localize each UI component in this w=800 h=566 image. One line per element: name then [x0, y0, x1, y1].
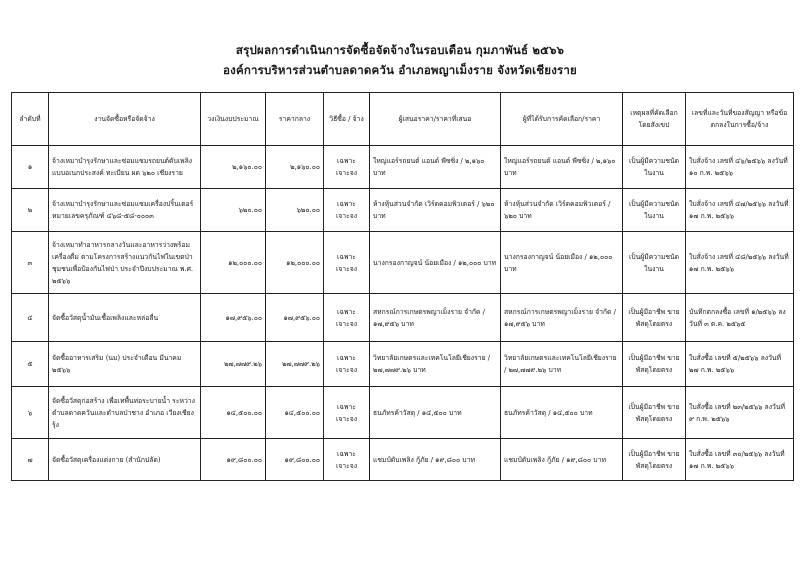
cell-contract: ใบสั่งจ้าง เลขที่ ๔๖/๒๕๖๖ ลงวันที่ ๑๐ ก.พ. ๒๕๖๖ [686, 146, 794, 189]
table-row [12, 294, 794, 342]
cell-reason: เป็นผู้มีอาชีพ ขายพัสดุโดยตรง [623, 439, 686, 481]
cell-method: เฉพาะเจาะจง [324, 342, 370, 387]
col-header-no: ลำดับที่ [12, 93, 49, 146]
cell-no: ๑ [12, 146, 49, 189]
cell-reason: เป็นผู้มีอาชีพ ขายพัสดุโดยตรง [623, 342, 686, 387]
col-header-budget: วงเงินงบประมาณ [201, 93, 266, 146]
cell-selected: ธนภัทรค้าวัสดุ / ๑๔,๕๐๐ บาท [501, 387, 623, 439]
cell-method: เฉพาะเจาะจง [324, 439, 370, 481]
cell-selected: วิทยาลัยเกษตรและเทคโนโลยีเชียงราย / ๒๗,๗๗๙.๒๖ บาท [501, 342, 623, 387]
cell-method: เฉพาะเจาะจง [324, 146, 370, 189]
cell-selected: ใหญ่แอร์รถยนต์ แอนด์ พีซซิ่ง / ๒,๑๖๐ บาท [501, 146, 623, 189]
cell-selected: นางกรองกาญจน์ น้อยเมือง / ๑๒,๐๐๐ บาท [501, 232, 623, 294]
cell-no: ๖ [12, 387, 49, 439]
cell-median-price: ๒๗,๗๗๙.๒๖ [266, 342, 324, 387]
table-row [12, 439, 794, 481]
cell-reason: เป็นผู้มีความชนัด ในงาน [623, 146, 686, 189]
cell-no: ๓ [12, 232, 49, 294]
cell-no: ๒ [12, 189, 49, 232]
cell-budget: ๑๙,๘๐๐.๐๐ [201, 439, 266, 481]
table-row [12, 342, 794, 387]
cell-contract: ใบสั่งจ้าง เลขที่ ๔๗/๒๕๖๖ ลงวันที่ ๑๗ ก.พ. ๒๕๖๖ [686, 189, 794, 232]
cell-item: จัดซื้อวัสดุเครื่องแต่งกาย (สำนักปลัด) [49, 439, 201, 481]
table-row [12, 189, 794, 232]
cell-no: ๔ [12, 294, 49, 342]
col-header-method: วิธีซื้อ / จ้าง [324, 93, 370, 146]
cell-budget: ๑๔,๕๐๐.๐๐ [201, 387, 266, 439]
page-subtitle: องค์การบริหารส่วนตำบลดาดควัน อำเภอพญาเม็งราย จังหวัดเชียงราย [223, 63, 577, 77]
cell-median-price: ๑๙,๘๐๐.๐๐ [266, 439, 324, 481]
cell-budget: ๑๗,๙๕๖.๐๐ [201, 294, 266, 342]
cell-item: จัดซื้อวัสดุน้ำมันเชื้อเพลิงและหล่อลื่น [49, 294, 201, 342]
cell-selected: สหกรณ์การเกษตรพญาเม็งราย จำกัด / ๑๗,๙๕๖ บาท [501, 294, 623, 342]
cell-median-price: ๑๒,๐๐๐.๐๐ [266, 232, 324, 294]
cell-item: จ้างเหมาบำรุงรักษาและซ่อมแซมเครื่องปริ้นเตอร์ หมายเลขครุภัณฑ์ ๔๖๘-๕๘-๐๐๐๓ [49, 189, 201, 232]
cell-bidder: สหกรณ์การเกษตรพญาเม็งราย จำกัด / ๑๗,๙๕๖ บาท [370, 294, 501, 342]
cell-no: ๕ [12, 342, 49, 387]
col-header-item: งานจัดซื้อหรือจัดจ้าง [49, 93, 201, 146]
cell-item: จัดซื้อวัสดุก่อสร้าง เพื่อเทพื้นท่อระบายน้ำ ระหว่างตำบลดาดควันและตำบลป่าชาง อำเภอ เวียงเชียงรุ้ง [49, 387, 201, 439]
cell-selected: ห้างหุ้นส่วนจำกัด เวิร์ดคอมพิวเตอร์ / ๖๒๐ บาท [501, 189, 623, 232]
cell-bidder: แชมป์ดับเพลิง กู้ภัย / ๑๙,๘๐๐ บาท [370, 439, 501, 481]
cell-method: เฉพาะเจาะจง [324, 387, 370, 439]
cell-reason: เป็นผู้มีความชนัด ในงาน [623, 232, 686, 294]
procurement-table [11, 92, 794, 481]
cell-no: ๗ [12, 439, 49, 481]
table-row [12, 232, 794, 294]
page-title: สรุปผลการดำเนินการจัดซื้อจัดจ้างในรอบเดือน กุมภาพันธ์ ๒๕๖๖ [235, 43, 565, 57]
col-header-contract: เลขที่และวันที่ของสัญญา หรือข้อตกลงในการซื้อ/จ้าง [686, 93, 794, 146]
cell-median-price: ๒,๑๖๐.๐๐ [266, 146, 324, 189]
cell-budget: ๒๗,๗๗๙.๒๖ [201, 342, 266, 387]
cell-method: เฉพาะเจาะจง [324, 232, 370, 294]
cell-median-price: ๖๒๐.๐๐ [266, 189, 324, 232]
cell-bidder: ใหญ่แอร์รถยนต์ แอนด์ พีซซิ่ง / ๒,๑๖๐ บาท [370, 146, 501, 189]
col-header-selected: ผู้ที่ได้รับการคัดเลือก/ราคา [501, 93, 623, 146]
table-header-row [12, 93, 794, 146]
cell-selected: แชมป์ดับเพลิง กู้ภัย / ๑๙,๘๐๐ บาท [501, 439, 623, 481]
cell-bidder: ห้างหุ้นส่วนจำกัด เวิร์ดคอมพิวเตอร์ / ๖๒๐ บาท [370, 189, 501, 232]
table-row [12, 146, 794, 189]
cell-method: เฉพาะเจาะจง [324, 294, 370, 342]
cell-median-price: ๑๗,๙๕๖.๐๐ [266, 294, 324, 342]
cell-bidder: ธนภัทรค้าวัสดุ / ๑๔,๕๐๐ บาท [370, 387, 501, 439]
cell-budget: ๑๒,๐๐๐.๐๐ [201, 232, 266, 294]
cell-item: จัดซื้ออาหารเสริม (นม) ประจำเดือน มีนาคม ๒๕๖๖ [49, 342, 201, 387]
cell-contract: ใบสั่งซื้อ เลขที่ ๓๐/๒๕๖๖ ลงวันที่ ๑๗ ก.พ. ๒๕๖๖ [686, 439, 794, 481]
col-header-reason: เหตุผลที่คัดเลือก โดยสังเขป [623, 93, 686, 146]
cell-method: เฉพาะเจาะจง [324, 189, 370, 232]
cell-budget: ๒,๑๖๐.๐๐ [201, 146, 266, 189]
cell-reason: เป็นผู้มีอาชีพ ขายพัสดุโดยตรง [623, 294, 686, 342]
cell-reason: เป็นผู้มีความชนัด ในงาน [623, 189, 686, 232]
cell-item: จ้างเหมาบำรุงรักษาและซ่อมแซมรถยนต์ดับเพลิง แบบอเนกประสงค์ ทะเบียน ผต ๖๒๐ เชียงราย [49, 146, 201, 189]
cell-bidder: นางกรองกาญจน์ น้อยเมือง / ๑๒,๐๐๐ บาท [370, 232, 501, 294]
cell-contract: ใบสั่งจ้าง เลขที่ ๔๘/๒๕๖๖ ลงวันที่ ๑๗ ก.พ. ๒๕๖๖ [686, 232, 794, 294]
cell-reason: เป็นผู้มีอาชีพ ขายพัสดุโดยตรง [623, 387, 686, 439]
cell-median-price: ๑๔,๕๐๐.๐๐ [266, 387, 324, 439]
col-header-median-price: ราคากลาง [266, 93, 324, 146]
cell-item: จ้างเหมาทำอาหารกลางวันและอาหารว่างพร้อม เครื่องดื่ม ตามโครงการสร้างแนวกันไฟในเขตป่า ชุมชนเพื่อป้องกันไฟป่า ประจำปีงบประมาณ พ.ศ. ๒๕๖๖ [49, 232, 201, 294]
cell-bidder: วิทยาลัยเกษตรและเทคโนโลยีเชียงราย / ๒๗,๗๗๙.๒๖ บาท [370, 342, 501, 387]
table-row [12, 387, 794, 439]
cell-contract: ใบสั่งซื้อ เลขที่ ๕/๒๕๖๖ ลงวันที่ ๒๗ ก.พ. ๒๕๖๖ [686, 342, 794, 387]
cell-budget: ๖๒๐.๐๐ [201, 189, 266, 232]
cell-contract: ใบสั่งซื้อ เลขที่ ๒๓/๒๕๖๖ ลงวันที่ ๙ ก.พ. ๒๕๖๖ [686, 387, 794, 439]
col-header-bidder: ผู้เสนอราคา/ราคาที่เสนอ [370, 93, 501, 146]
cell-contract: บันทึกตกลงซื้อ เลขที่ ๑/๒๕๖๖ ลงวันที่ ๓ ต.ค. ๒๕๖๕ [686, 294, 794, 342]
